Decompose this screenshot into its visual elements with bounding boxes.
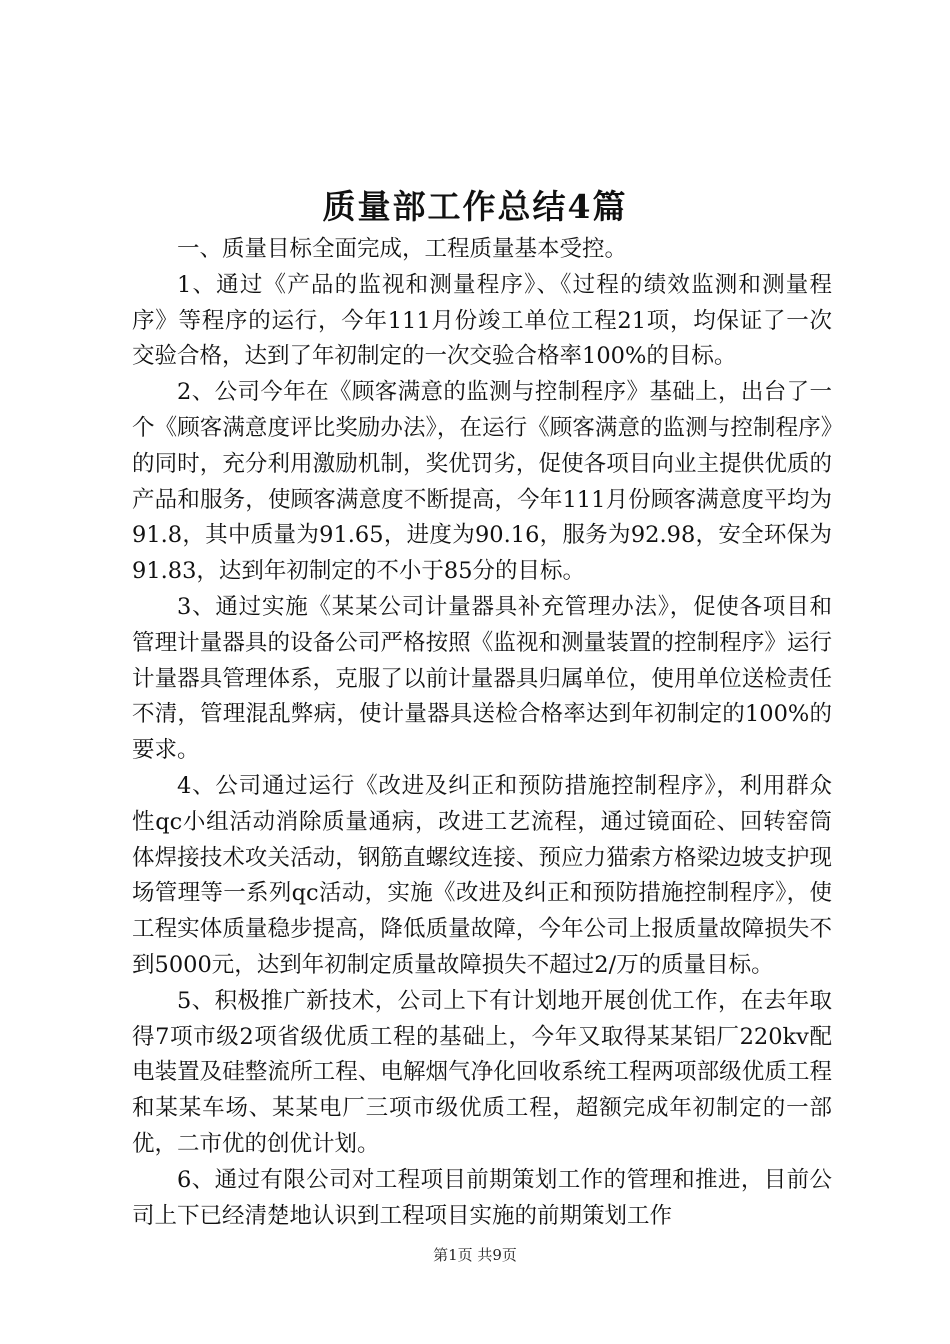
page-number-footer: 第1页 共9页 xyxy=(433,1246,517,1264)
paragraph-item-1: 1、通过《产品的监视和测量程序》、《过程的绩效监测和测量程序》等程序的运行，今年111月份竣工单位工程21项，均保证了一次交验合格，达到了年初制定的一次交验合格率100%的目标。 xyxy=(132,271,832,370)
paragraph-section-heading: 一、质量目标全面完成，工程质量基本受控。 xyxy=(177,236,628,262)
paragraph-item-4: 4、公司通过运行《改进及纠正和预防措施控制程序》，利用群众性qc小组活动消除质量通病，改进工艺流程，通过镜面砼、回转窑筒体焊接技术攻关活动，钢筋直螺纹连接、预应力猫索方格梁边坡支护现场管理等一系列qc活动，实施《改进及纠正和预防措施控制程序》，使工程实体质量稳步提高，降低质量故障，今年公司上报质量故障损失不到5000元，达到年初制定质量故障损失不超过2/万的质量目标。 xyxy=(132,772,832,978)
paragraph-item-5: 5、积极推广新技术，公司上下有计划地开展创优工作，在去年取得7项市级2项省级优质工程的基础上，今年又取得某某铝厂220kv配电装置及硅整流所工程、电解烟气净化回收系统工程两项部级优质工程和某某车场、某某电厂三项市级优质工程，超额完成年初制定的一部优，二市优的创优计划。 xyxy=(132,987,832,1157)
paragraph-item-2: 2、公司今年在《顾客满意的监测与控制程序》基础上，出台了一个《顾客满意度评比奖励办法》，在运行《顾客满意的监测与控制程序》的同时，充分利用激励机制，奖优罚劣，促使各项目向业主提供优质的产品和服务，使顾客满意度不断提高，今年111月份顾客满意度平均为91.8，其中质量为91.65，进度为90.16，服务为92.98，安全环保为91.83，达到年初制定的不小于85分的目标。 xyxy=(132,379,832,585)
paragraph-item-6: 6、通过有限公司对工程项目前期策划工作的管理和推进，目前公司上下已经清楚地认识到工程项目实施的前期策划工作 xyxy=(132,1166,832,1229)
document-body xyxy=(132,232,832,1234)
document-title: 质量部工作总结4篇 xyxy=(322,187,628,226)
paragraph-item-3: 3、通过实施《某某公司计量器具补充管理办法》，促使各项目和管理计量器具的设备公司严格按照《监视和测量装置的控制程序》运行计量器具管理体系，克服了以前计量器具归属单位，使用单位送检责任不清，管理混乱弊病，使计量器具送检合格率达到年初制定的100%的要求。 xyxy=(132,593,832,764)
